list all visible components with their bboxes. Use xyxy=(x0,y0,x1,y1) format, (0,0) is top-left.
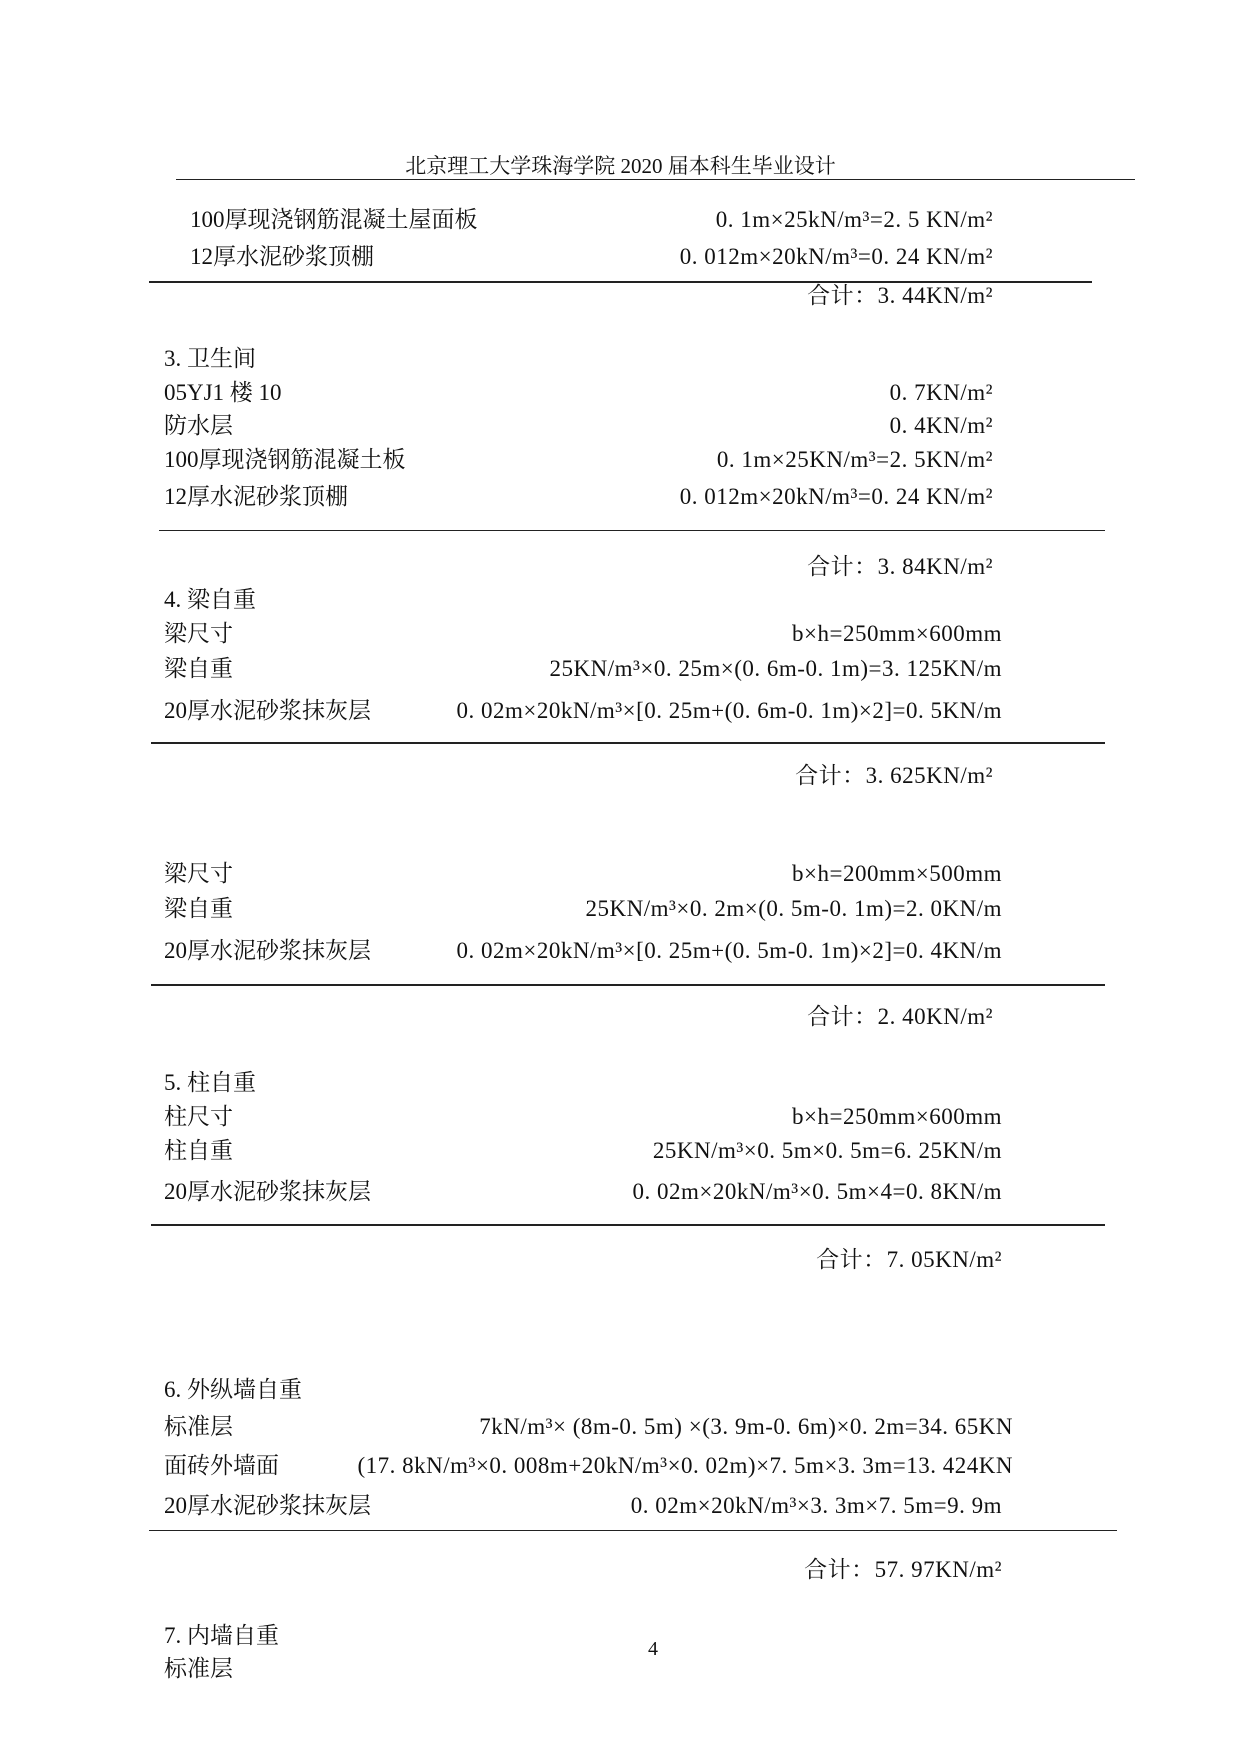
section-title xyxy=(0,1621,1241,1651)
load-row xyxy=(0,894,1241,924)
load-row xyxy=(0,1654,1241,1684)
row-value: 25KN/m³×0. 2m×(0. 5m-0. 1m)=2. 0KN/m xyxy=(585,896,1002,921)
total-value: 合计：3. 44KN/m² xyxy=(807,283,993,308)
divider xyxy=(151,984,1105,986)
section-title xyxy=(0,344,1241,374)
row-label: 柱自重 xyxy=(164,1138,233,1163)
row-label: 面砖外墙面 xyxy=(164,1453,279,1478)
divider xyxy=(159,530,1105,531)
divider xyxy=(151,742,1105,744)
section-title xyxy=(0,585,1241,615)
section-heading: 5. 柱自重 xyxy=(164,1070,256,1095)
row-value: 0. 02m×20kN/m³×[0. 25m+(0. 6m-0. 1m)×2]=0. 5KN/m xyxy=(456,698,1002,723)
row-label: 20厚水泥砂浆抹灰层 xyxy=(164,938,371,963)
total-value: 合计：3. 84KN/m² xyxy=(807,554,993,579)
section-title xyxy=(0,1375,1241,1405)
total-value: 合计：2. 40KN/m² xyxy=(807,1004,993,1029)
row-value: 25KN/m³×0. 25m×(0. 6m-0. 1m)=3. 125KN/m xyxy=(549,656,1002,681)
row-label: 标准层 xyxy=(164,1414,233,1439)
load-row xyxy=(0,242,1241,272)
load-row xyxy=(0,696,1241,726)
load-row xyxy=(0,859,1241,889)
row-label: 20厚水泥砂浆抹灰层 xyxy=(164,1493,371,1518)
load-row xyxy=(0,936,1241,966)
total-row xyxy=(0,1555,1241,1585)
row-label: 100厚现浇钢筋混凝土屋面板 xyxy=(190,207,478,232)
divider xyxy=(151,1224,1105,1226)
load-row xyxy=(0,445,1241,475)
total-value: 合计：7. 05KN/m² xyxy=(816,1247,1002,1272)
row-label: 标准层 xyxy=(164,1656,233,1681)
row-value: 0. 02m×20kN/m³×[0. 25m+(0. 5m-0. 1m)×2]=0. 4KN/m xyxy=(456,938,1002,963)
row-value: 0. 012m×20kN/m³=0. 24 KN/m² xyxy=(679,244,993,269)
load-row xyxy=(0,1412,1241,1442)
row-value: 0. 02m×20kN/m³×0. 5m×4=0. 8KN/m xyxy=(632,1179,1002,1204)
row-value: 0. 7KN/m² xyxy=(889,380,993,405)
row-label: 100厚现浇钢筋混凝土板 xyxy=(164,447,406,472)
row-value: 25KN/m³×0. 5m×0. 5m=6. 25KN/m xyxy=(652,1138,1002,1163)
load-row xyxy=(0,1177,1241,1207)
load-row xyxy=(0,205,1241,235)
row-value: b×h=250mm×600mm xyxy=(792,1104,1002,1129)
section-heading: 6. 外纵墙自重 xyxy=(164,1377,302,1402)
section-title xyxy=(0,1068,1241,1098)
row-label: 20厚水泥砂浆抹灰层 xyxy=(164,698,371,723)
row-value: b×h=250mm×600mm xyxy=(792,621,1002,646)
row-value: 0. 1m×25kN/m³=2. 5 KN/m² xyxy=(715,207,993,232)
load-row xyxy=(0,619,1241,649)
total-row xyxy=(0,761,1241,791)
row-value: b×h=200mm×500mm xyxy=(792,861,1002,886)
load-row xyxy=(0,654,1241,684)
section-heading: 7. 内墙自重 xyxy=(164,1623,279,1648)
load-row xyxy=(0,1102,1241,1132)
load-row xyxy=(0,1136,1241,1166)
row-label: 梁自重 xyxy=(164,656,233,681)
row-value: 7kN/m³× (8m-0. 5m) ×(3. 9m-0. 6m)×0. 2m=34. 65KN xyxy=(479,1414,1013,1439)
row-value: 0. 012m×20kN/m³=0. 24 KN/m² xyxy=(679,484,993,509)
divider xyxy=(149,1530,1117,1531)
section-heading: 3. 卫生间 xyxy=(164,346,256,371)
total-row xyxy=(0,1245,1241,1275)
row-value: (17. 8kN/m³×0. 008m+20kN/m³×0. 02m)×7. 5m×3. 3m=13. 424KN xyxy=(357,1453,1013,1478)
header-rule xyxy=(176,179,1135,180)
total-row xyxy=(0,552,1241,582)
load-row xyxy=(0,411,1241,441)
row-label: 梁尺寸 xyxy=(164,621,233,646)
total-row xyxy=(0,281,1241,311)
load-row xyxy=(0,1451,1241,1481)
section-heading: 4. 梁自重 xyxy=(164,587,256,612)
page-number: 4 xyxy=(648,1638,658,1660)
total-row xyxy=(0,1002,1241,1032)
row-label: 20厚水泥砂浆抹灰层 xyxy=(164,1179,371,1204)
row-label: 梁自重 xyxy=(164,896,233,921)
row-value: 0. 02m×20kN/m³×3. 3m×7. 5m=9. 9m xyxy=(630,1493,1002,1518)
row-label: 12厚水泥砂浆顶棚 xyxy=(164,484,348,509)
total-value: 合计：57. 97KN/m² xyxy=(804,1557,1002,1582)
load-row xyxy=(0,1491,1241,1521)
load-row xyxy=(0,378,1241,408)
total-value: 合计：3. 625KN/m² xyxy=(795,763,993,788)
page-header: 北京理工大学珠海学院 2020 届本科生毕业设计 xyxy=(405,154,836,178)
row-label: 12厚水泥砂浆顶棚 xyxy=(190,244,374,269)
row-label: 防水层 xyxy=(164,413,233,438)
row-label: 梁尺寸 xyxy=(164,861,233,886)
row-label: 柱尺寸 xyxy=(164,1104,233,1129)
row-value: 0. 1m×25KN/m³=2. 5KN/m² xyxy=(716,447,993,472)
load-row xyxy=(0,482,1241,512)
row-label: 05YJ1 楼 10 xyxy=(164,380,282,405)
row-value: 0. 4KN/m² xyxy=(889,413,993,438)
